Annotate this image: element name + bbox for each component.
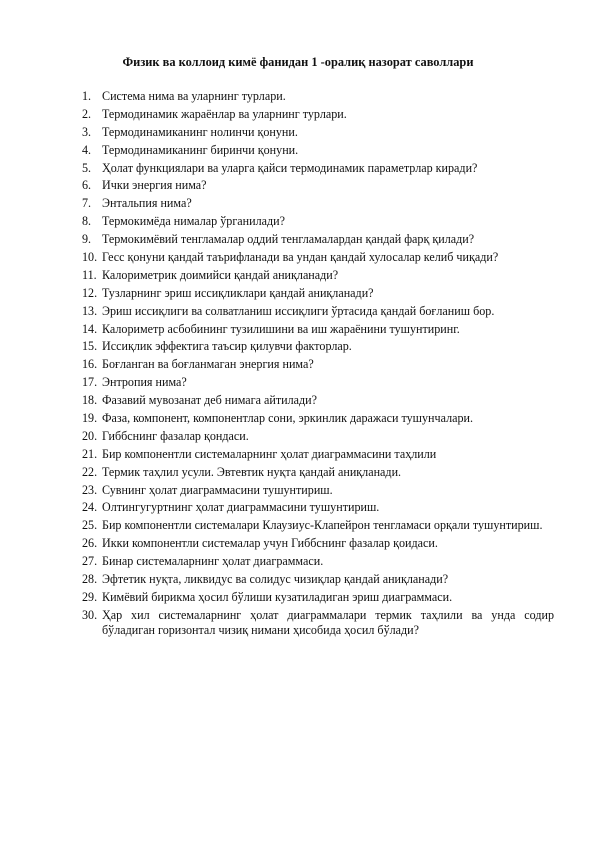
question-number: 6. — [82, 178, 92, 193]
question-text: Бинар системаларнинг ҳолат диаграммаси. — [102, 554, 324, 569]
question-text: Термокимёда нималар ўрганилади? — [102, 214, 285, 229]
question-number: 7. — [82, 196, 92, 211]
question-number: 25. — [82, 518, 98, 533]
question-item — [82, 250, 554, 266]
question-item — [82, 142, 554, 159]
question-number: 29. — [82, 589, 98, 604]
question-item — [82, 267, 554, 284]
question-number: 13. — [82, 303, 98, 318]
question-number: 9. — [82, 232, 92, 247]
question-text: Фаза, компонент, компонентлар сони, эркинлик даражаси тушунчалари. — [102, 411, 474, 426]
question-number: 23. — [82, 482, 98, 497]
question-text: Кимёвий бирикма ҳосил бўлиши кузатиладиган эриш диаграммаси. — [102, 589, 453, 604]
question-item — [82, 607, 554, 639]
page-title: Физик ва коллоид кимё фанидан 1 -оралиқ назорат саволлари — [122, 55, 474, 69]
question-item — [82, 518, 554, 534]
question-text: Эфтетик нуқта, ликвидус ва солидус чизиқлар қандай аниқланади? — [102, 572, 449, 587]
question-item — [82, 500, 554, 516]
question-item — [82, 124, 554, 141]
question-number: 28. — [82, 572, 98, 587]
question-text: Термодинамик жараёнлар ва уларнинг турлари. — [102, 106, 347, 121]
question-item — [82, 572, 554, 588]
question-item — [82, 339, 554, 355]
question-item — [82, 428, 554, 445]
question-item — [82, 178, 554, 194]
question-text: Ҳолат функциялари ва уларга қайси термодинамик параметрлар киради? — [102, 160, 478, 175]
question-text: Ҳар хил системаларнинг ҳолат диаграммалари термик таҳлили ва унда содир бўладиган горизонтал чизиқ нимани ҳисобида ҳосил бўлади? — [102, 607, 554, 638]
question-number: 4. — [82, 142, 92, 157]
question-text: Ички энергия нима? — [102, 178, 207, 193]
question-item — [82, 160, 554, 177]
question-number: 17. — [82, 375, 98, 390]
question-number: 27. — [82, 554, 98, 569]
question-number: 15. — [82, 339, 98, 354]
question-number: 30. — [82, 607, 98, 622]
question-number: 10. — [82, 250, 98, 265]
question-text: Бир компонентли системалари Клаузиус-Клапейрон тенгламаси орқали тушунтириш. — [102, 518, 543, 533]
question-number: 19. — [82, 411, 98, 426]
question-item — [82, 214, 554, 230]
question-number: 5. — [82, 160, 92, 175]
question-text: Термик таҳлил усули. Эвтевтик нуқта қандай аниқланади. — [102, 464, 402, 479]
question-item — [82, 554, 554, 570]
question-number: 3. — [82, 124, 92, 139]
question-number: 20. — [82, 428, 98, 443]
question-text: Термодинамиканинг нолинчи қонуни. — [102, 124, 298, 139]
question-text: Сувнинг ҳолат диаграммасини тушунтириш. — [102, 482, 333, 497]
question-text: Термокимёвий тенгламалар оддий тенгламалардан қандай фарқ қилади? — [102, 232, 475, 247]
question-list — [82, 89, 554, 639]
question-text: Иссиқлик эффектига таъсир қилувчи факторлар. — [102, 339, 352, 354]
question-item — [82, 196, 554, 212]
question-text: Эриш иссиқлиги ва солватланиш иссиқлиги ўртасида қандай боғланиш бор. — [102, 303, 495, 318]
question-number: 18. — [82, 393, 98, 408]
question-number: 1. — [82, 89, 92, 103]
question-text: Система нима ва уларнинг турлари. — [102, 89, 286, 103]
question-item — [82, 446, 554, 463]
question-text: Тузларнинг эриш иссиқликлари қандай аниқланади? — [102, 285, 374, 300]
question-item — [82, 357, 554, 373]
question-number: 8. — [82, 214, 92, 229]
question-number: 26. — [82, 536, 98, 551]
question-number: 2. — [82, 106, 92, 121]
question-text: Икки компонентли системалар учун Гиббснинг фазалар қоидаси. — [102, 536, 438, 551]
question-number: 22. — [82, 464, 98, 479]
question-item — [82, 482, 554, 499]
question-item — [82, 285, 554, 302]
question-text: Гесс қонуни қандай таърифланади ва ундан қандай хулосалар келиб чиқади? — [102, 250, 499, 265]
question-item — [82, 536, 554, 552]
question-text: Энтальпия нима? — [102, 196, 192, 211]
question-number: 16. — [82, 357, 98, 372]
question-item — [82, 89, 554, 105]
question-text: Боғланган ва боғланмаган энергия нима? — [102, 357, 314, 372]
question-number: 11. — [82, 267, 97, 282]
question-number: 12. — [82, 285, 98, 300]
question-text: Бир компонентли системаларнинг ҳолат диаграммасини таҳлили — [102, 446, 437, 461]
question-item — [82, 589, 554, 606]
question-item — [82, 106, 554, 123]
question-item — [82, 411, 554, 427]
question-item — [82, 232, 554, 248]
question-number: 24. — [82, 500, 98, 515]
question-text: Термодинамиканинг биринчи қонуни. — [102, 142, 299, 157]
question-text: Калориметр асбобининг тузилишини ва иш жараёнини тушунтиринг. — [102, 321, 460, 336]
question-text: Гиббснинг фазалар қондаси. — [102, 428, 249, 443]
question-item — [82, 303, 554, 320]
question-text: Энтропия нима? — [102, 375, 187, 390]
question-number: 14. — [82, 321, 98, 336]
question-item — [82, 393, 554, 409]
question-item — [82, 321, 554, 338]
question-item — [82, 375, 554, 391]
question-item — [82, 464, 554, 481]
question-text: Калориметрик доимийси қандай аниқланади? — [102, 267, 339, 282]
question-text: Олтингугуртнинг ҳолат диаграммасини тушунтириш. — [102, 500, 380, 515]
question-number: 21. — [82, 446, 98, 461]
question-text: Фазавий мувозанат деб нимага айтилади? — [102, 393, 318, 408]
